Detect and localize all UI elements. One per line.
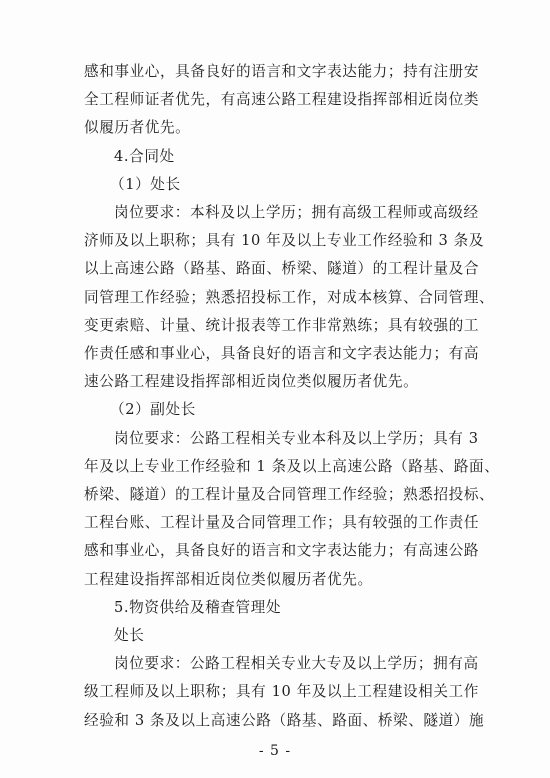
paragraph-line: 岗位要求：本科及以上学历；拥有高级工程师或高级经 <box>114 204 479 221</box>
section-heading: （1）处长 <box>110 175 181 193</box>
paragraph-line: 工程建设指挥部相近岗位类似履历者优先。 <box>84 570 373 588</box>
page-number: - 5 - <box>258 743 292 759</box>
paragraph-line: 桥梁、隧道）的工程计量及合同管理工作经验；熟悉招投标、 <box>84 486 495 503</box>
paragraph-line: 似履历者优先。 <box>84 119 191 137</box>
paragraph-line: 济师及以上职称；具有 10 年及以上专业工作经验和 3 条及 <box>84 232 485 250</box>
paragraph-line: 变更索赔、计量、统计报表等工作非常熟练；具有较强的工 <box>84 316 480 334</box>
paragraph-line: 同管理工作经验；熟悉招投标工作，对成本核算、合同管理、 <box>84 288 495 306</box>
paragraph-line: 作责任感和事业心，具备良好的语言和文字表达能力；有高 <box>84 345 480 362</box>
paragraph-line: 感和事业心，具备良好的语言和文字表达能力；持有注册安 <box>84 63 480 80</box>
paragraph-line: 经验和 3 条及以上高速公路（路基、路面、桥梁、隧道）施 <box>84 711 485 729</box>
paragraph-line: 级工程师及以上职称；具有 10 年及以上工程建设相关工作 <box>84 683 479 701</box>
section-heading: 5.物资供给及稽查管理处 <box>114 598 282 616</box>
paragraph-line: 全工程师证者优先，有高速公路工程建设指挥部相近岗位类 <box>84 91 480 109</box>
section-heading: 处长 <box>114 627 145 644</box>
paragraph-line: 岗位要求：公路工程相关专业本科及以上学历；具有 3 <box>114 429 479 447</box>
paragraph-line: 以上高速公路（路基、路面、桥梁、隧道）的工程计量及合 <box>84 260 480 278</box>
section-heading: 4.合同处 <box>114 147 175 165</box>
section-heading: （2）副处长 <box>110 401 196 419</box>
paragraph-line: 感和事业心，具备良好的语言和文字表达能力；有高速公路 <box>84 542 480 560</box>
paragraph-line: 年及以上专业工作经验和 1 条及以上高速公路（路基、路面、 <box>84 457 500 475</box>
paragraph-line: 岗位要求：公路工程相关专业大专及以上学历；拥有高 <box>114 655 479 673</box>
paragraph-line: 速公路工程建设指挥部相近岗位类似履历者优先。 <box>84 373 419 391</box>
paragraph-line: 工程台账、工程计量及合同管理工作；具有较强的工作责任 <box>84 514 480 532</box>
